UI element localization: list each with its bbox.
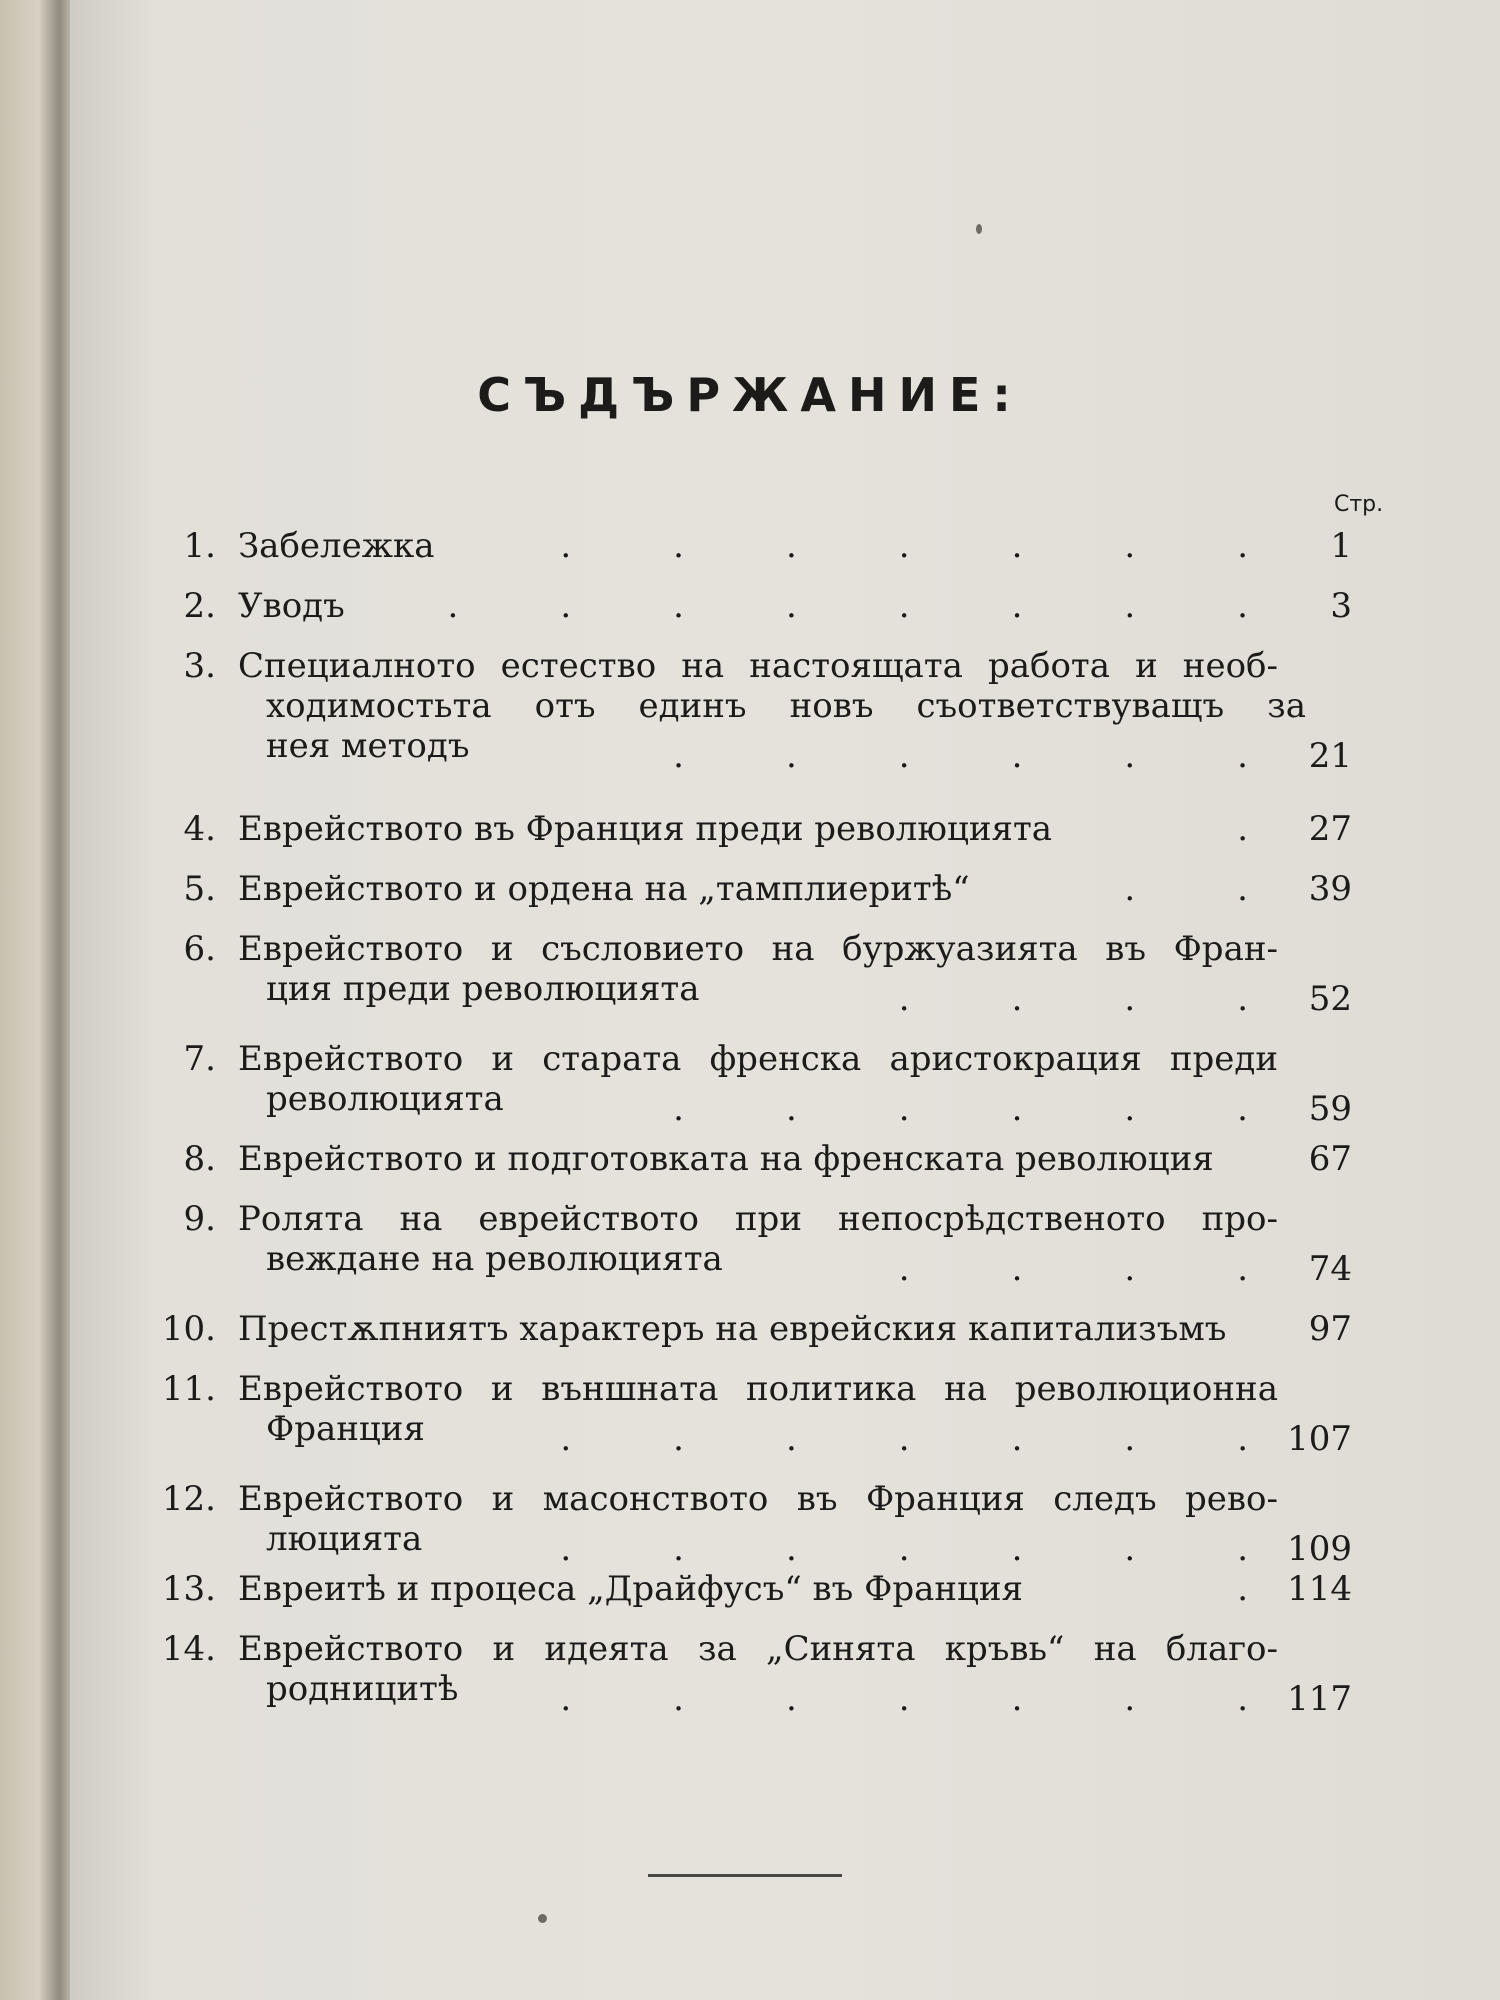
toc-entry-number: 8. <box>183 1139 216 1179</box>
toc-entry-title-line: родницитѣ <box>266 1669 459 1709</box>
dot-leader: . . . . . . <box>673 736 1248 776</box>
toc-entry-title-line: ходимостьта отъ единъ новъ съответствуващъ за <box>266 686 1306 726</box>
toc-entry-page: 117 <box>1287 1679 1352 1719</box>
dot-leader: . . . . . . . <box>560 1679 1248 1719</box>
toc-entry-title-line: нея методъ <box>266 726 470 766</box>
dot-leader: . . . . . . . <box>560 1529 1248 1569</box>
toc-entry-page: 67 <box>1308 1139 1352 1179</box>
toc-entry-number: 10. <box>161 1309 216 1349</box>
page-title: СЪДЪРЖАНИЕ: <box>477 368 1023 422</box>
toc-entry-number: 2. <box>183 586 216 626</box>
toc-entry-page: 114 <box>1287 1569 1352 1609</box>
dot-leader: . . . . . . . . <box>447 586 1248 626</box>
toc-entry-page: 52 <box>1308 979 1352 1019</box>
dot-leader: . . <box>1124 869 1248 909</box>
toc-entry-page: 109 <box>1287 1529 1352 1569</box>
dot-leader: . . . . . . <box>673 1089 1248 1129</box>
toc-entry-page: 1 <box>1330 526 1352 566</box>
toc-entry-title-line: Ролята на еврейството при непосрѣдственото про- <box>238 1199 1278 1239</box>
toc-entry-title-line: Еврейството и съсловието на буржуазията въ Фран- <box>238 929 1278 969</box>
dot-leader: . . . . <box>898 1249 1248 1289</box>
toc-entry-page: 59 <box>1308 1089 1352 1129</box>
toc-entry-title-line: Еврейството и старата френска аристокрация преди <box>238 1039 1278 1079</box>
toc-entry-title-line: ция преди революцията <box>266 969 700 1009</box>
toc-entry-title-line: Еврейството и идеята за „Синята кръвь“ на благо- <box>238 1629 1278 1669</box>
toc-entry-title-line: Евреитѣ и процеса „Драйфусъ“ въ Франция <box>238 1569 1024 1609</box>
toc-entry-title-line: веждане на революцията <box>266 1239 723 1279</box>
toc-entry-title-line: Еврейството и подготовката на френската революция <box>238 1139 1214 1179</box>
toc-entry-number: 11. <box>161 1369 216 1409</box>
closing-rule <box>648 1874 842 1877</box>
toc-entry-number: 4. <box>183 809 216 849</box>
toc-entry-number: 14. <box>161 1629 216 1669</box>
toc-entry-number: 9. <box>183 1199 216 1239</box>
toc-entry-title-line: Еврейството въ Франция преди революцията <box>238 809 1053 849</box>
toc-entry-title-line: Еврейството и ордена на „тамплиеритѣ“ <box>238 869 970 909</box>
toc-entry-title-line: Престѫпниятъ характеръ на еврейския капитализъмъ <box>238 1309 1227 1349</box>
toc-entry-title-line: Франция <box>266 1409 425 1449</box>
toc-entry-page: 39 <box>1308 869 1352 909</box>
paper-speck <box>538 1914 547 1923</box>
toc-entry-page: 107 <box>1287 1419 1352 1459</box>
toc-entry-title-line: революцията <box>266 1079 504 1119</box>
dot-leader: . . . . . . . <box>560 1419 1248 1459</box>
toc-entry-number: 6. <box>183 929 216 969</box>
toc-entry-number: 5. <box>183 869 216 909</box>
toc-entry-title-line: Еврейството и външната политика на революционна <box>238 1369 1278 1409</box>
dot-leader: . <box>1237 809 1248 849</box>
toc-entry-title-line: Уводъ <box>238 586 345 626</box>
toc-entry-page: 21 <box>1308 736 1352 776</box>
toc-entry-page: 27 <box>1308 809 1352 849</box>
toc-entry-number: 13. <box>161 1569 216 1609</box>
page-column-label: Стр. <box>1334 492 1384 517</box>
toc-entry-number: 1. <box>183 526 216 566</box>
paper-speck <box>976 224 982 234</box>
toc-entry-title-line: люцията <box>266 1519 423 1559</box>
toc-entry-page: 97 <box>1308 1309 1352 1349</box>
dot-leader: . . . . <box>898 979 1248 1019</box>
toc-entry-page: 3 <box>1330 586 1352 626</box>
toc-entry-title-line: Забележка <box>238 526 435 566</box>
toc-entry-number: 3. <box>183 646 216 686</box>
toc-entry-number: 7. <box>183 1039 216 1079</box>
dot-leader: . . . . . . . <box>560 526 1248 566</box>
toc-entry-title-line: Еврейството и масонството въ Франция следъ рево- <box>238 1479 1278 1519</box>
dot-leader: . <box>1237 1569 1248 1609</box>
toc-entry-title-line: Специалното естество на настоящата работа и необ- <box>238 646 1278 686</box>
toc-entry-number: 12. <box>161 1479 216 1519</box>
toc-entry-page: 74 <box>1308 1249 1352 1289</box>
